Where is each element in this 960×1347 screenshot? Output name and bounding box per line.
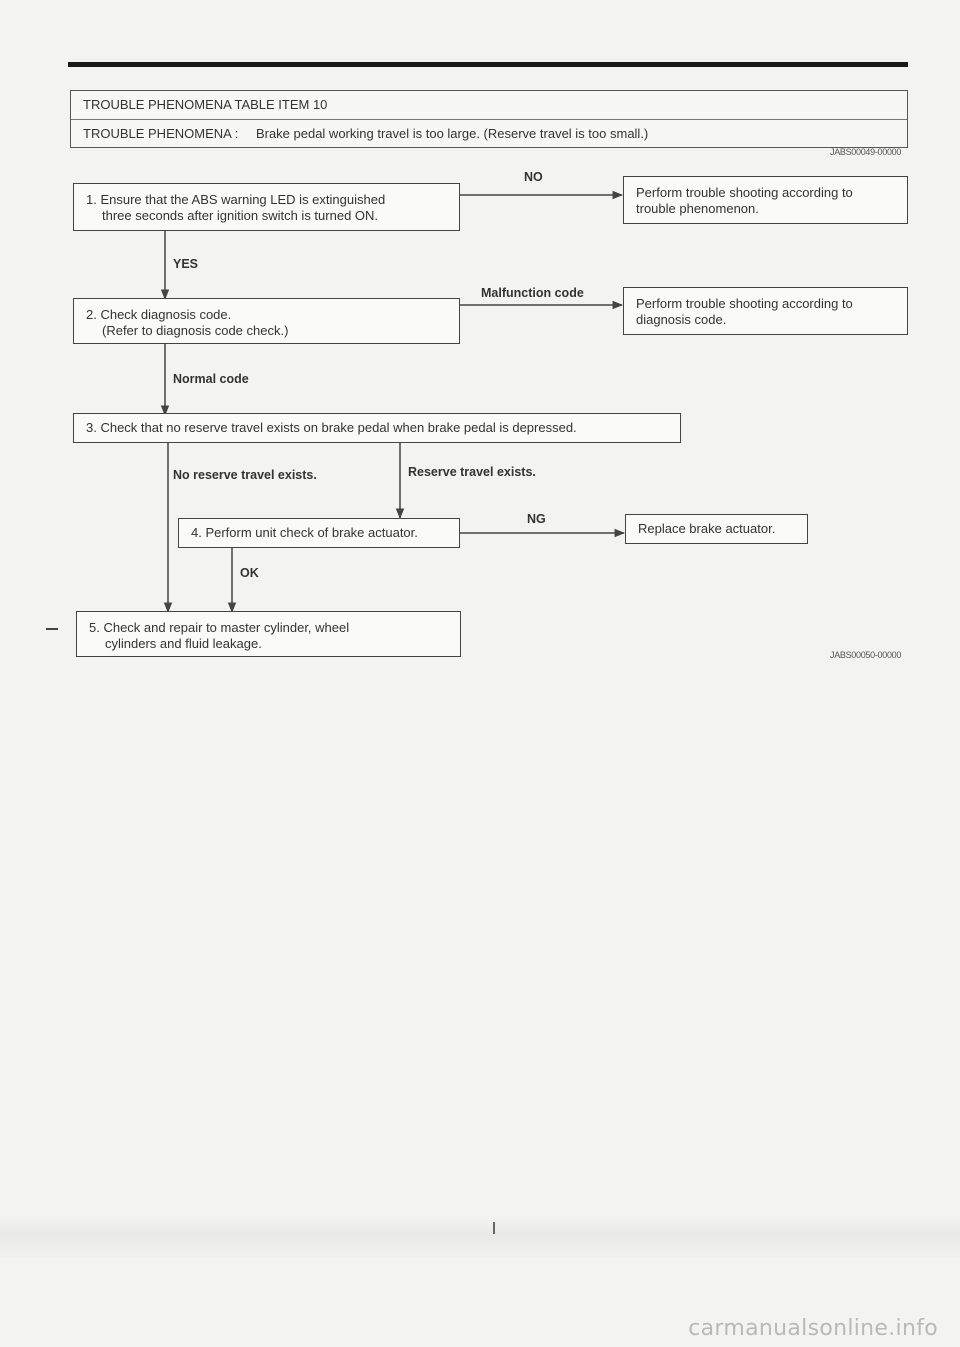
result-1-line-2: trouble phenomenon. bbox=[636, 201, 759, 216]
phenomena-label: TROUBLE PHENOMENA : bbox=[83, 126, 239, 141]
label-reserve: Reserve travel exists. bbox=[408, 465, 536, 479]
result-2-box bbox=[623, 287, 908, 335]
watermark-text: carmanualsonline.info bbox=[688, 1316, 938, 1341]
step-3-line-1: 3. Check that no reserve travel exists on brake pedal when brake pedal is depressed. bbox=[86, 420, 577, 435]
result-4-line-1: Replace brake actuator. bbox=[638, 521, 776, 536]
result-1-box bbox=[623, 176, 908, 224]
page-mark bbox=[493, 1222, 495, 1234]
label-yes: YES bbox=[173, 257, 199, 271]
label-no: NO bbox=[524, 170, 543, 184]
label-ng: NG bbox=[527, 512, 546, 526]
step-4-line-1: 4. Perform unit check of brake actuator. bbox=[191, 525, 418, 540]
step-5-line-1: 5. Check and repair to master cylinder, wheel bbox=[89, 620, 350, 635]
result-4-box bbox=[625, 514, 808, 544]
step-3-box bbox=[73, 413, 681, 443]
step-1-line-1: 1. Ensure that the ABS warning LED is extinguished bbox=[86, 192, 386, 207]
step-4-box bbox=[178, 518, 460, 548]
margin-dash bbox=[46, 628, 58, 630]
figure-code-1: JABS00049-00000 bbox=[830, 147, 902, 157]
step-2-box bbox=[73, 298, 460, 344]
phenomena-value: Brake pedal working travel is too large. (Reserve travel is too small.) bbox=[255, 126, 649, 141]
label-ok: OK bbox=[240, 566, 259, 580]
label-no-reserve: No reserve travel exists. bbox=[173, 468, 317, 482]
table-item-title: TROUBLE PHENOMENA TABLE ITEM 10 bbox=[83, 97, 328, 112]
step-5-line-2: cylinders and fluid leakage. bbox=[105, 636, 262, 651]
figure-code-2: JABS00050-00000 bbox=[830, 650, 902, 660]
step-2-line-2: (Refer to diagnosis code check.) bbox=[102, 323, 289, 338]
step-1-line-2: three seconds after ignition switch is turned ON. bbox=[102, 208, 379, 223]
result-2-line-2: diagnosis code. bbox=[636, 312, 727, 327]
step-2-line-1: 2. Check diagnosis code. bbox=[86, 307, 232, 322]
label-normal-code: Normal code bbox=[173, 372, 249, 386]
step-5-box bbox=[76, 611, 461, 657]
result-1-line-1: Perform trouble shooting according to bbox=[636, 185, 853, 200]
result-2-line-1: Perform trouble shooting according to bbox=[636, 296, 853, 311]
step-1-box bbox=[73, 183, 460, 231]
label-malfunction-code: Malfunction code bbox=[481, 286, 584, 300]
